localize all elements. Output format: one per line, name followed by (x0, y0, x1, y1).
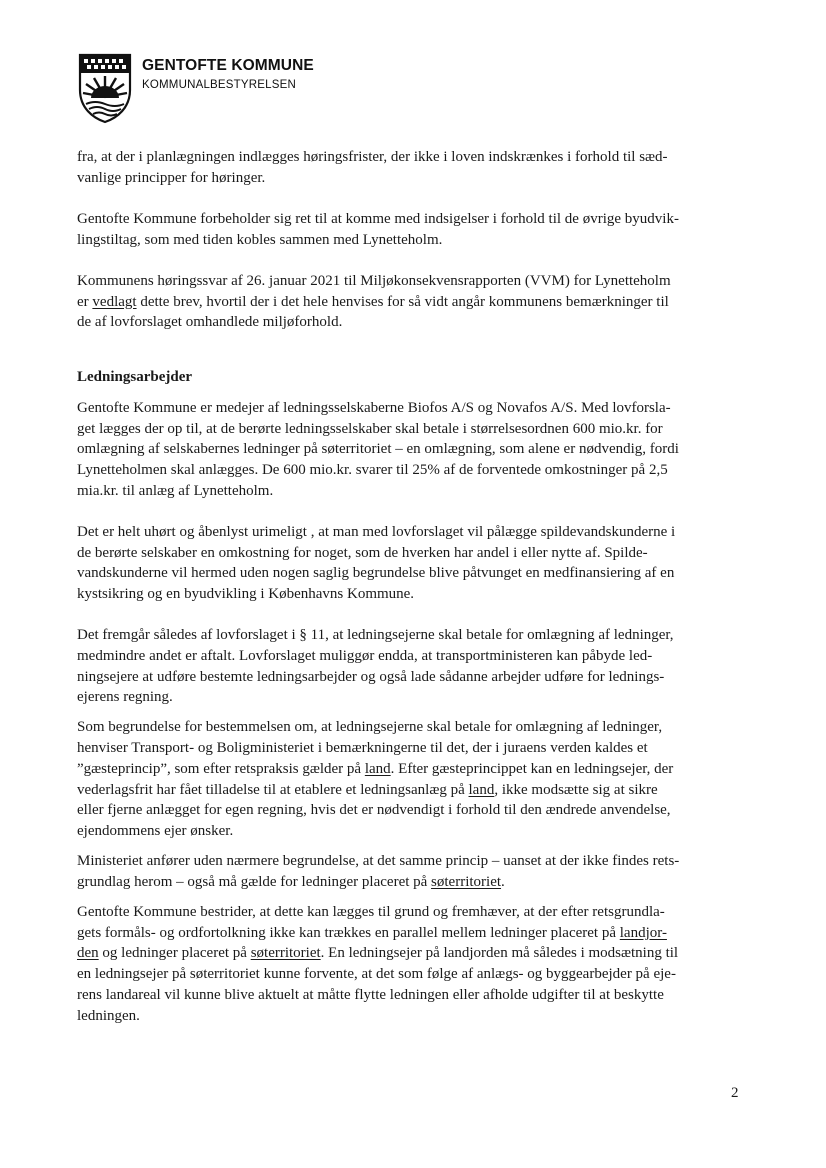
paragraph-reservation: Gentofte Kommune forbeholder sig ret til at komme med indsigelser i forhold til de øvrige byudvik- lingstiltag, som med tiden kobles sammen med Lynetteholm. (77, 211, 679, 248)
page-number: 2 (731, 1085, 739, 1101)
organization-subtitle: KOMMUNALBESTYRELSEN (142, 79, 296, 91)
paragraph-guest-principle: Som begrundelse for bestemmelsen om, at ledningsejerne skal betale for omlægning af ledninger, henviser Transport- og Boligministeriet i bemærkningerne til det, der i juraens verden kaldes et ”gæsteprincip”, som efter retspraksis gælder på land. Efter gæsteprincippet kan en ledningsejer, der vederlagsfrit har fået tilladelse til at etablere et ledningsanlæg på land, ikke modsætte sig at sikre eller fjerne anlægget for egen regning, hvis det er nødvendigt i forhold til den ændrede anvendelse, ejendommens ejer ønsker. (77, 719, 674, 839)
paragraph-dispute: Gentofte Kommune bestrider, at dette kan lægges til grund og fremhæver, at der efter retsgrundla- gets formåls- og ordfortolkning ikke kan trækkes en parallel mellem ledninger placeret på landjor- den og ledninger placeret på søterritoriet. En ledningsejer på landjorden må således i modsætning til en ledningsejer på søterritoriet kunne forvente, at det som følge af anlægs- og byggearbejder på eje- rens landareal vil kunne blive aktuelt at måtte flytte ledningen eller afholde udgifter til at beskytte ledningen. (77, 904, 679, 1024)
paragraph-hearing-response: Kommunens høringssvar af 26. januar 2021 til Miljøkonsekvensrapporten (VVM) for Lynetteholm er vedlagt dette brev, hvortil der i det hele henvises for så vidt angår kommunens bemærkninger til de af lovforslaget omhandlede miljøforhold. (77, 273, 671, 331)
paragraph-unreasonable-cost: Det er helt uhørt og åbenlyst urimeligt , at man med lovforslaget vil pålægge spildevandskunderne i de berørte selskaber en omkostning for noget, som de hverken har andel i eller nytte af. Spilde- vandskunderne vil hermed uden nogen saglig begrundelse blive påtvunget en medfinansiering af en kystsikring og en byudvikling i Københavns Kommune. (77, 523, 676, 602)
paragraph-section-11: Det fremgår således af lovforslaget i § 11, at ledningsejerne skal betale for omlægning af ledninger, medmindre andet er aftalt. Lovforslaget muliggør endda, at transportministeren kan påbyde led- ningsejere at udføre bestemte ledningsarbejder og også lade sådanne arbejder udføre for lednings- ejerens regning. (77, 627, 674, 706)
paragraph-hearing-deadlines: fra, at der i planlægningen indlægges høringsfrister, der ikke i loven indskrænkes i forhold til sæd- vanlige principper for høringer. (77, 149, 668, 186)
letter-body (77, 147, 749, 1026)
attachment-reference: vedlagt (92, 293, 137, 310)
paragraph-utility-companies: Gentofte Kommune er medejer af ledningsselskaberne Biofos A/S og Novafos A/S. Med lovforsla- get lægges der op til, at de berørte ledningsselskaber skal betale i størrelsesordnen 600 mio.kr. for omlægning af selskabernes ledninger på søterritoriet – en omlægning, som alene er nødvendig, fordi Lynetteholmen skal anlægges. De 600 mio.kr. svarer til 25% af de forventede omkostninger på 2,5 mia.kr. til anlæg af Lynetteholm. (77, 399, 679, 499)
coat-of-arms-icon (77, 52, 133, 124)
paragraph-ministry-position: Ministeriet anfører uden nærmere begrundelse, at det samme princip – uanset at der ikke findes rets- grundlag herom – også må gælde for ledninger placeret på søterritoriet. (77, 853, 680, 890)
organization-name: GENTOFTE KOMMUNE (142, 57, 314, 74)
section-heading: Ledningsarbejder (77, 369, 193, 386)
